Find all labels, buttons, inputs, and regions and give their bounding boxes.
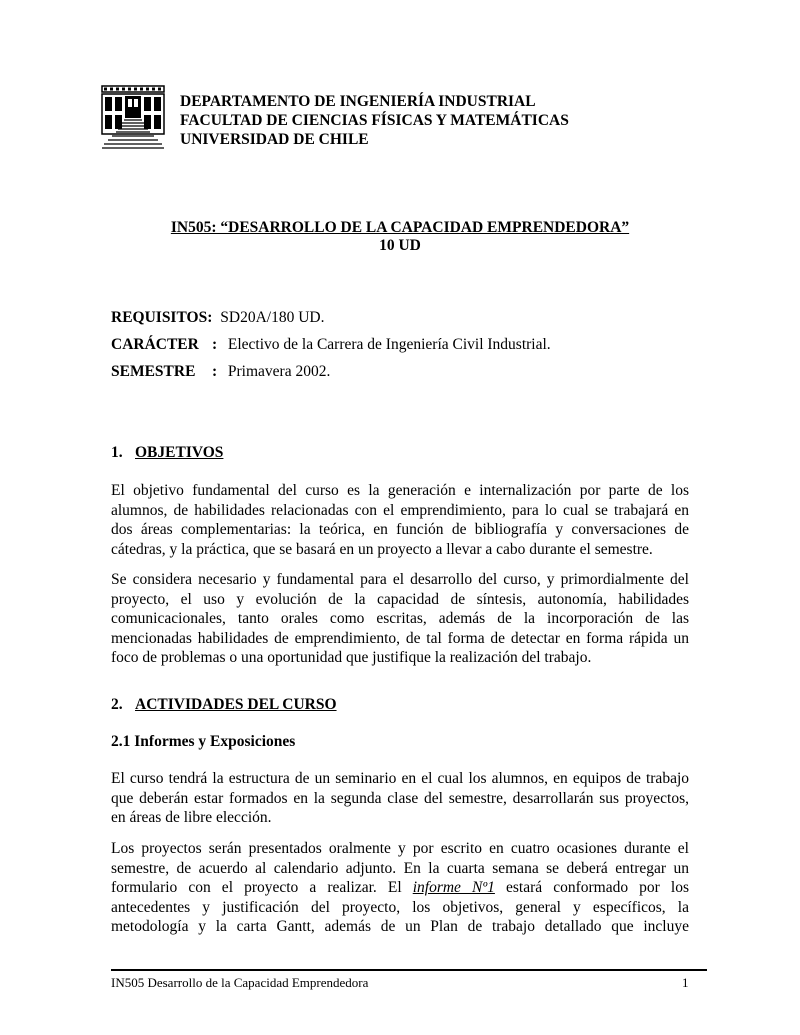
caracter-row (111, 336, 551, 354)
department-name: DEPARTAMENTO DE INGENIERÍA INDUSTRIAL (180, 93, 536, 110)
caracter-value: Electivo de la Carrera de Ingeniería Civil Industrial. (227, 336, 551, 353)
paragraph-line: mencionadas habilidades de emprendimiento, de tal forma de detectar en forma rápida un (111, 629, 689, 647)
course-title-text: IN505: “DESARROLLO DE LA CAPACIDAD EMPRENDEDORA” (170, 219, 630, 236)
footer-course-name: IN505 Desarrollo de la Capacidad Emprendedora (111, 975, 369, 990)
footer-rule (111, 969, 707, 971)
paragraph-line: que deberán estar formados en la segunda clase del semestre, desarrollarán sus proyectos, (111, 789, 689, 807)
objetivos-paragraph-2 (111, 570, 689, 668)
paragraph-line: foco de problemas o una oportunidad que justifique la realización del trabajo. (111, 649, 592, 666)
semestre-row (111, 363, 330, 381)
semestre-colon: : (212, 363, 218, 380)
line-text: estará conformado por los (494, 879, 689, 896)
paragraph-line: cátedras, y la práctica, que se basará en un proyecto a llevar a cabo durante el semestre. (111, 540, 653, 558)
section-1-heading (111, 444, 223, 462)
requisitos-value: SD20A/180 UD. (220, 309, 325, 326)
faculty-name: FACULTAD DE CIENCIAS FÍSICAS Y MATEMÁTICAS (180, 112, 569, 129)
requisitos-row (111, 309, 324, 327)
paragraph-line: comunicacionales, tanto orales como escritas, además de la incorporación de las (111, 610, 689, 627)
paragraph-line: proyecto, el uso y evolución de la capacidad de síntesis, autonomía, habilidades (111, 590, 689, 608)
paragraph-line: metodología y la carta Gantt, además de un Plan de trabajo detallado que incluye (111, 918, 689, 935)
informe-1-reference: informe Nº1 (412, 879, 495, 896)
caracter-label: CARÁCTER (111, 336, 199, 353)
line-text: formulario con el proyecto a realizar. El (111, 879, 413, 896)
semestre-label: SEMESTRE (111, 363, 196, 380)
caracter-colon: : (212, 336, 218, 353)
paragraph-line (111, 878, 689, 898)
objetivos-paragraph-1 (111, 481, 689, 559)
course-units: 10 UD (379, 237, 421, 254)
course-title (0, 219, 800, 237)
section-2-number: 2. (111, 696, 123, 713)
paragraph-line: Se considera necesario y fundamental para el desarrollo del curso, y primordialmente del (111, 571, 689, 588)
section-2-title: ACTIVIDADES DEL CURSO (135, 696, 337, 713)
university-building-icon (100, 84, 166, 152)
section-1-title: OBJETIVOS (135, 444, 224, 461)
subsection-2-1-heading: 2.1 Informes y Exposiciones (111, 733, 296, 750)
section-2-heading (111, 696, 337, 714)
paragraph-line: alumnos, de habilidades relacionadas con el emprendimiento, para lo cual se trabajará en (111, 501, 689, 519)
informes-paragraph-1 (111, 769, 689, 828)
paragraph-line: El objetivo fundamental del curso es la generación e internalización por parte de los (111, 482, 689, 499)
paragraph-line: antecedentes y justificación del proyecto, los objetivos, general y específicos, la (111, 898, 689, 916)
university-name: UNIVERSIDAD DE CHILE (180, 131, 369, 148)
paragraph-line: dos áreas complementarias: la teórica, en función de bibliografía y conversaciones de (111, 521, 689, 538)
requisitos-label: REQUISITOS: (111, 309, 213, 326)
semestre-value: Primavera 2002. (227, 363, 331, 380)
paragraph-line: Los proyectos serán presentados oralmente y por escrito en cuatro ocasiones durante el (111, 840, 689, 857)
paragraph-line: El curso tendrá la estructura de un seminario en el cual los alumnos, en equipos de trabajo (111, 770, 689, 787)
informes-paragraph-2 (111, 839, 689, 937)
paragraph-line: semestre, de acuerdo al calendario adjunto. En la cuarta semana se deberá entregar un (111, 859, 689, 877)
section-1-number: 1. (111, 444, 123, 461)
footer-page-number: 1 (682, 975, 689, 990)
paragraph-line: en áreas de libre elección. (111, 809, 272, 826)
